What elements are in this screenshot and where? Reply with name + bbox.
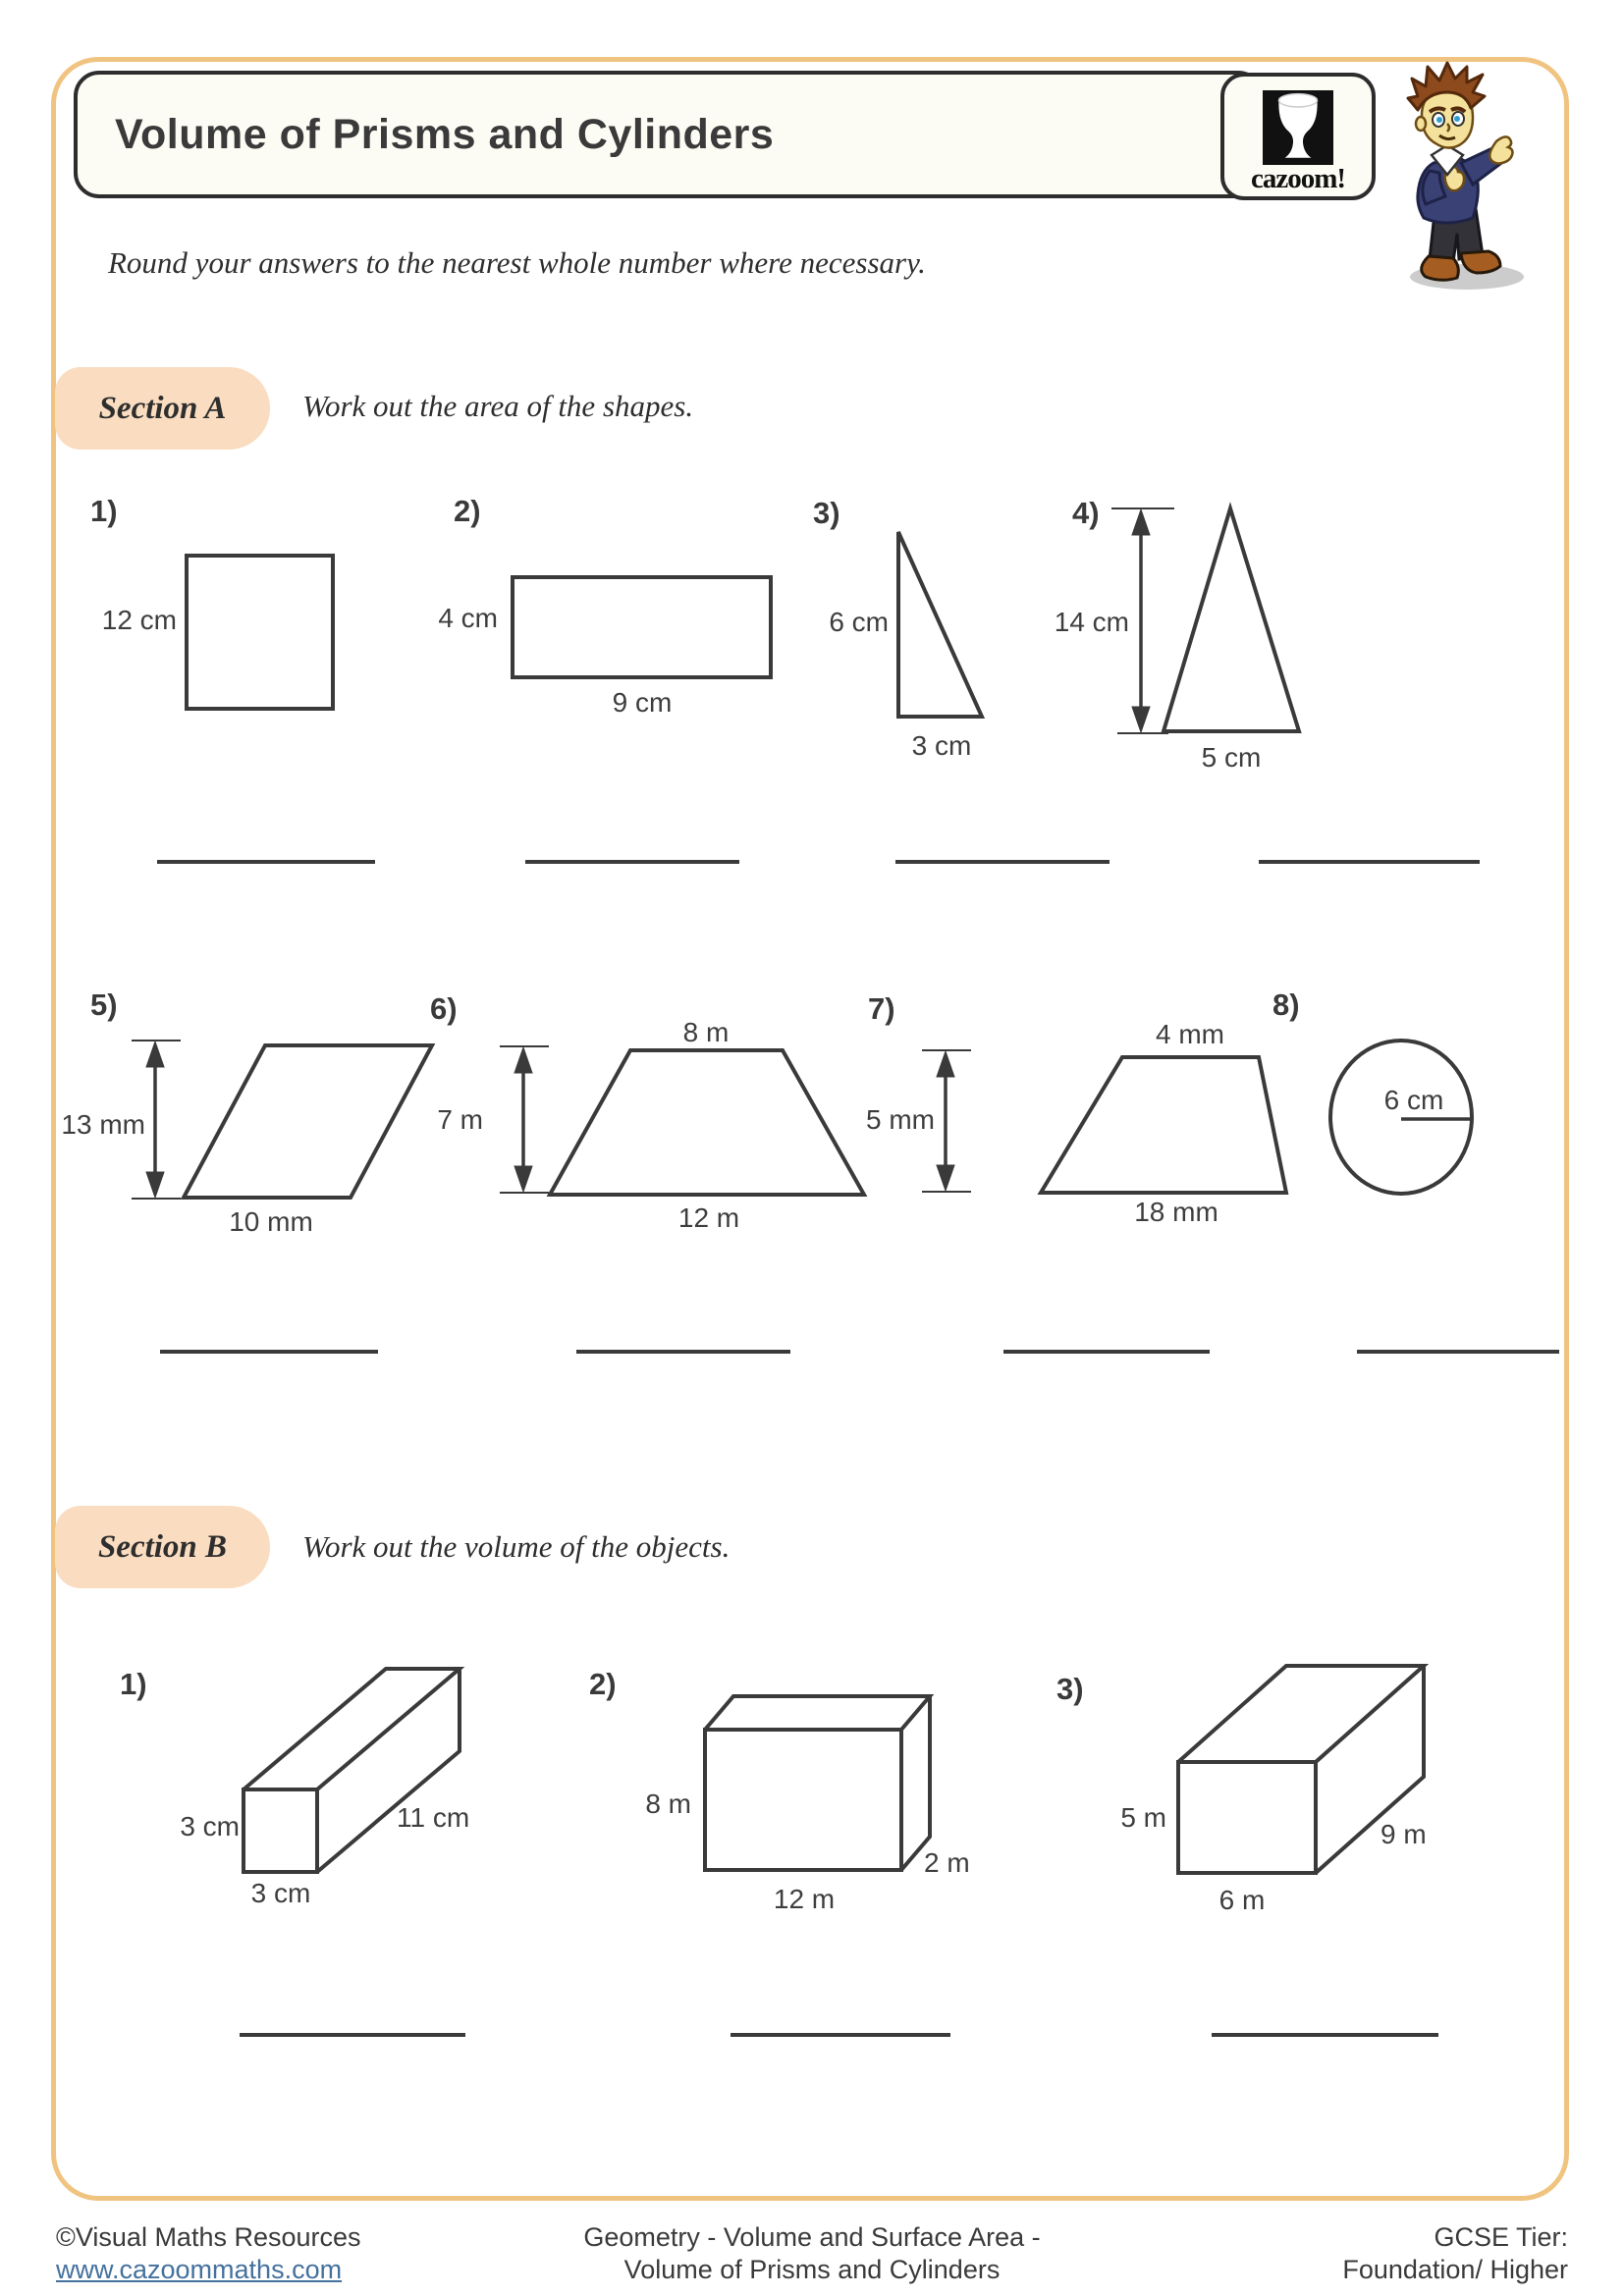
- footer-tier-line1: GCSE Tier:: [1434, 2222, 1568, 2252]
- dimension-label: 3 cm: [911, 730, 972, 761]
- shape-cuboid-b1: [244, 1669, 460, 1872]
- dimension-label: 18 mm: [1134, 1197, 1218, 1227]
- dimension-label: 8 m: [682, 1017, 730, 1047]
- height-arrow-q6: [500, 1046, 549, 1193]
- shape-parallelogram-q5: [184, 1045, 432, 1198]
- question-number: 1): [120, 1667, 147, 1701]
- shape-trapezium-q7: [1041, 1057, 1286, 1193]
- dimension-label: 11 cm: [397, 1802, 470, 1833]
- dimension-label: 4 cm: [438, 603, 498, 633]
- section-b-label: Section B: [97, 1528, 228, 1565]
- shape-triangle-q4: [1164, 508, 1299, 731]
- dimension-label: 9 m: [1380, 1819, 1427, 1849]
- footer-topic-line1: Geometry - Volume and Surface Area -: [583, 2222, 1041, 2252]
- dimension-label: 5 cm: [1201, 742, 1262, 773]
- footer-topic-line2: Volume of Prisms and Cylinders: [623, 2254, 1001, 2284]
- question-number: 2): [589, 1667, 617, 1701]
- question-number: 3): [1056, 1672, 1084, 1706]
- question-number: 6): [430, 991, 458, 1026]
- footer-copyright: ©Visual Maths Resources: [56, 2222, 361, 2252]
- question-number: 7): [868, 991, 895, 1026]
- dimension-label: 6 cm: [829, 607, 889, 637]
- shape-trapezium-q6: [550, 1050, 864, 1195]
- footer-tier-line2: Foundation/ Higher: [1342, 2254, 1568, 2284]
- dimension-label: 8 m: [645, 1789, 691, 1819]
- dimension-label: 12 cm: [101, 605, 177, 635]
- dimension-label: 4 mm: [1156, 1019, 1224, 1049]
- shape-rectangle-q2: [513, 577, 771, 677]
- question-number: 2): [454, 494, 481, 528]
- page-title: Volume of Prisms and Cylinders: [115, 110, 775, 158]
- question-number: 1): [90, 494, 118, 528]
- dimension-label: 7 m: [437, 1104, 483, 1135]
- dimension-label: 12 m: [677, 1202, 740, 1233]
- cazoom-logo-text: cazoom!: [1250, 163, 1346, 194]
- dimension-label: 5 m: [1120, 1802, 1166, 1833]
- footer-url-link[interactable]: www.cazoommaths.com: [56, 2254, 343, 2284]
- dimension-label: 3 cm: [250, 1878, 311, 1908]
- question-number: 5): [90, 988, 118, 1022]
- question-number: 8): [1272, 988, 1300, 1022]
- section-a-label: Section A: [98, 390, 227, 426]
- dimension-label: 9 cm: [612, 687, 673, 718]
- shape-right-triangle-q3: [898, 532, 982, 717]
- dimension-label: 5 mm: [866, 1104, 935, 1135]
- dimension-label: 3 cm: [180, 1811, 240, 1842]
- footer-center: [393, 2221, 1231, 2286]
- question-number: 3): [813, 496, 840, 530]
- dimension-label: 2 m: [924, 1847, 970, 1878]
- dimension-label: 12 m: [773, 1884, 836, 1914]
- dimension-label: 14 cm: [1054, 607, 1129, 637]
- dimension-label: 6 m: [1218, 1885, 1266, 1915]
- shape-circle-q8: [1330, 1041, 1472, 1194]
- shape-square-q1: [187, 556, 333, 709]
- section-a-instruction: Work out the area of the shapes.: [302, 389, 694, 423]
- question-number: 4): [1072, 496, 1100, 530]
- shape-cuboid-b2: [705, 1696, 930, 1870]
- footer-left: [56, 2221, 361, 2286]
- dimension-label: 10 mm: [229, 1206, 313, 1237]
- dimension-label: 6 cm: [1383, 1085, 1444, 1115]
- dimension-label: 13 mm: [61, 1109, 145, 1140]
- footer-right: [1227, 2221, 1568, 2286]
- section-b-instruction: Work out the volume of the objects.: [302, 1529, 731, 1564]
- worksheet-instruction: Round your answers to the nearest whole number where necessary.: [108, 245, 926, 280]
